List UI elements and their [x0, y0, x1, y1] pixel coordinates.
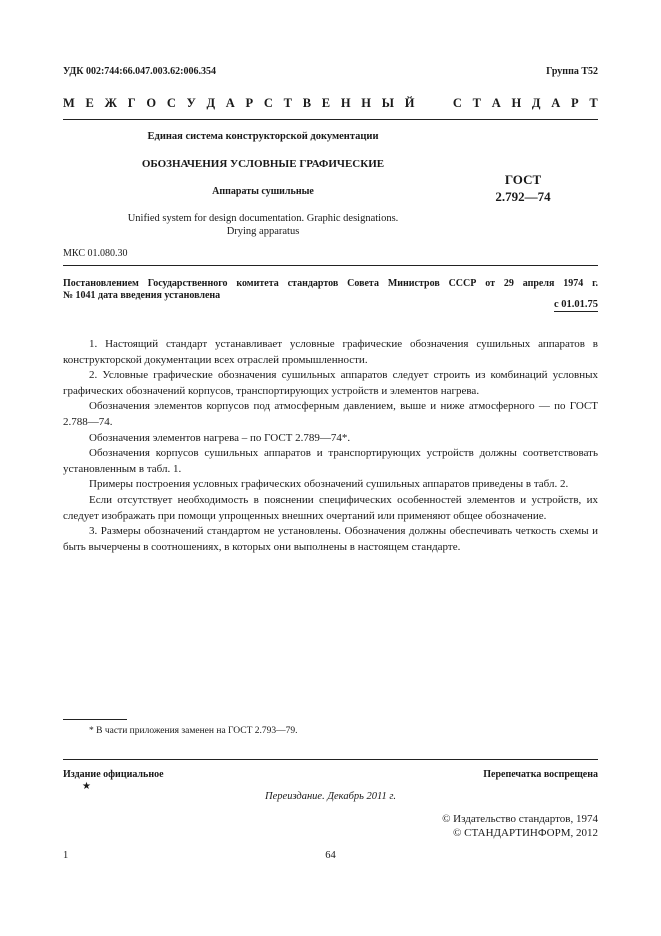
- page-number: 64: [325, 850, 336, 861]
- banner-letter: [425, 96, 428, 111]
- banner-letter: Д: [531, 96, 541, 110]
- star-icon: ★: [82, 781, 91, 792]
- banner-letter: Н: [340, 96, 351, 110]
- standard-subject: Аппараты сушильные: [212, 186, 314, 197]
- banner-letter: Н: [511, 96, 522, 110]
- decree-line2: № 1041 дата введения установлена: [63, 290, 221, 301]
- standard-body: [63, 337, 598, 555]
- body-paragraph: 1. Настоящий стандарт устанавливает условные графические обозначения сушильных аппаратов в конструкторской документации всех отраслей промышленности.: [63, 338, 598, 366]
- body-paragraph: 3. Размеры обозначений стандартом не установлены. Обозначения должны обеспечивать четкость схемы и быть вычерчены в соотношениях, в которых они выполнены в настоящем стандарте.: [63, 525, 598, 553]
- banner-letter: Г: [127, 96, 136, 110]
- decree-line1: Постановлением Государственного комитета стандартов Совета Министров СССР от 29 апреля 1974 г.: [63, 278, 598, 289]
- gost-designation: [478, 171, 568, 205]
- group-code: Группа Т52: [546, 66, 598, 77]
- gost-number: 2.792—74: [495, 189, 551, 204]
- mks-code: МКС 01.080.30: [63, 248, 128, 259]
- banner-letter: Ж: [104, 96, 117, 110]
- banner-letter: С: [263, 96, 273, 110]
- banner-letter: Н: [361, 96, 372, 110]
- banner-letter: Ы: [381, 96, 395, 110]
- body-paragraph: Обозначения элементов нагрева – по ГОСТ 2.789—74*.: [89, 431, 351, 444]
- banner-letter: О: [146, 96, 157, 110]
- footnote-divider: [63, 719, 127, 720]
- copyright-publisher: © Издательство стандартов, 1974: [442, 813, 598, 825]
- banner-letter: Р: [245, 96, 254, 110]
- banner-letter: Е: [85, 96, 94, 110]
- banner-letter: [439, 96, 442, 111]
- banner-letter: Т: [589, 96, 598, 110]
- banner-letter: Й: [404, 96, 415, 110]
- body-paragraph: 2. Условные графические обозначения сушильных аппаратов следует строить из комбинаций условных графических обозначений корпусов, транспортирующих устройств и элементов нагрева.: [63, 369, 598, 397]
- banner-letter: Р: [570, 96, 579, 110]
- body-paragraph: Примеры построения условных графических обозначений сушильных аппаратов приведены в табл. 2.: [89, 478, 569, 491]
- reissue-note: Переиздание. Декабрь 2011 г.: [265, 791, 396, 802]
- copyright-standartinform: © СТАНДАРТИНФОРМ, 2012: [453, 827, 598, 839]
- system-title: Единая система конструкторской документации: [147, 131, 379, 142]
- banner-letter: А: [551, 96, 561, 110]
- banner-letter: А: [225, 96, 235, 110]
- banner-letter: Т: [472, 96, 481, 110]
- english-title-line1: Unified system for design documentation. Graphic designations.: [127, 213, 399, 224]
- official-edition-label: Издание официальное: [63, 769, 164, 780]
- banner-letter: С: [452, 96, 462, 110]
- banner-letter: В: [302, 96, 312, 110]
- standard-title: ОБОЗНАЧЕНИЯ УСЛОВНЫЕ ГРАФИЧЕСКИЕ: [141, 158, 385, 170]
- banner-letter: Т: [283, 96, 292, 110]
- header-divider: [63, 119, 598, 120]
- introduction-date: с 01.01.75: [553, 299, 598, 310]
- reprint-prohibited-label: Перепечатка воспрещена: [483, 769, 598, 780]
- banner-letter: М: [63, 96, 75, 110]
- banner-letter: У: [186, 96, 196, 110]
- banner-letter: А: [491, 96, 501, 110]
- footnote: * В части приложения заменен на ГОСТ 2.793—79.: [89, 726, 298, 736]
- footer-divider: [63, 759, 598, 760]
- body-paragraph: Обозначения корпусов сушильных аппаратов и транспортирующих устройств должны соответствовать установленным в табл. 1.: [63, 447, 598, 475]
- interstate-standard-banner: [63, 96, 598, 111]
- udk-code: УДК 002:744:66.047.003.62:006.354: [63, 66, 216, 77]
- banner-letter: Д: [206, 96, 216, 110]
- sheet-number: 1: [63, 850, 69, 861]
- english-title-line2: Drying apparatus: [226, 226, 300, 237]
- gost-label: ГОСТ: [504, 172, 542, 187]
- body-paragraph: Обозначения элементов корпусов под атмосферным давлением, выше и ниже атмосферного — по ГОСТ 2.788—74.: [63, 400, 598, 428]
- mks-divider: [63, 265, 598, 266]
- body-paragraph: Если отсутствует необходимость в пояснении специфических особенностей элементов и устройств, их следует изображать при помощи упрощенных внешних очертаний или применяют общее обозначение.: [63, 493, 598, 522]
- banner-letter: Е: [321, 96, 331, 110]
- english-title: [63, 212, 463, 238]
- banner-letter: С: [166, 96, 176, 110]
